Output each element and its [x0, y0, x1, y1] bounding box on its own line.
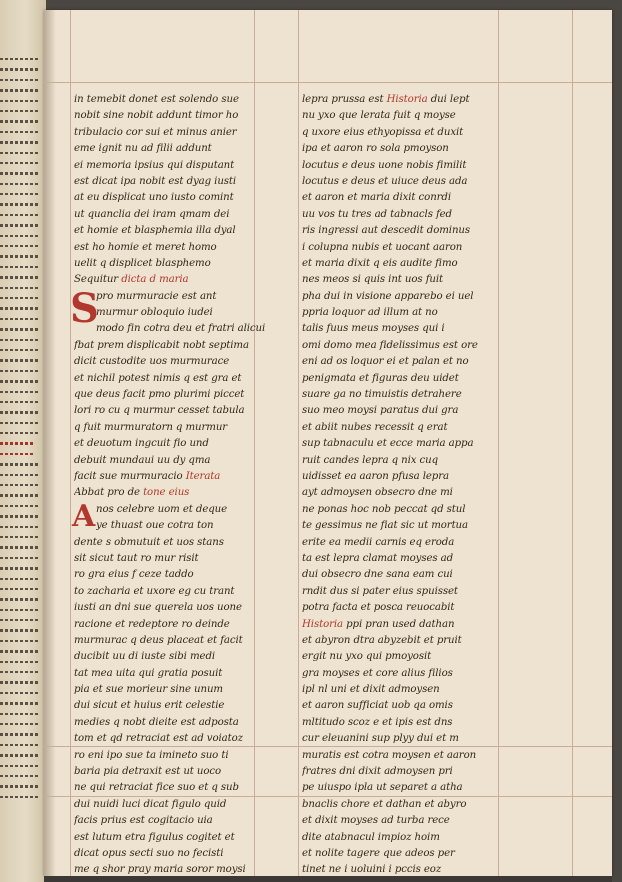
text-line: ei memoria ipsius qui disputant	[74, 159, 235, 171]
page-bottom-shadow	[44, 876, 612, 882]
text-line: et nichil potest nimis q est gra et	[74, 372, 242, 384]
text-line: ro eni ipo sue ta imineto suo ti	[74, 749, 229, 761]
text-line: modo fin cotra deu et fratri alicui	[96, 323, 266, 335]
rubric-line	[74, 469, 274, 485]
text-column-left	[70, 92, 274, 879]
text-line: nes meos si quis int uos fuit	[302, 274, 443, 286]
text-line: at eu displicat uno iusto comint	[74, 192, 234, 204]
text-line: q fuit murmuratorn q murmur	[74, 421, 228, 433]
text-line: dui obsecro dne sana eam cui	[302, 569, 453, 581]
text-line: ne ponas hoc nob peccat qd stul	[302, 503, 466, 515]
text-line: ayt admoysen obsecro dne mi	[302, 487, 453, 499]
text-line: bnaclis chore et dathan et abyro	[302, 798, 467, 810]
text-line: tom et qd retraciat est ad voiatoz	[74, 733, 243, 745]
text-line: uidisset ea aaron pfusa lepra	[302, 470, 449, 482]
text-line: murmurac q deus placeat et facit	[74, 634, 243, 646]
text-line: pha dui in visione apparebo ei uel	[302, 290, 474, 302]
text-line: racione et redeptore ro deinde	[74, 618, 230, 630]
text-line: mltitudo scoz e et ipis est dns	[302, 716, 453, 728]
text-line: medies q nobt dieite est adposta	[74, 716, 239, 728]
text-line: me q shor pray maria soror moysi	[74, 864, 246, 876]
text-line: et aaron et maria dixit conrdi	[302, 192, 452, 204]
text-segment: facit sue murmuracio	[74, 470, 183, 482]
text-line: dui nuidi luci dicat figulo quid	[74, 798, 227, 810]
text-line: et abyron dtra abyzebit et pruit	[302, 634, 462, 646]
text-line: et deuotum ingcuit fio und	[74, 438, 209, 450]
text-line: et homie et blasphemia illa dyal	[74, 225, 236, 237]
rubric-text: Iterata	[185, 470, 221, 482]
text-line: dui sicut et huius erit celestie	[74, 700, 225, 712]
text-line: pia et sue morieur sine unum	[74, 684, 223, 696]
ruling-line	[44, 82, 612, 83]
text-line: tat mea uita qui gratia posuit	[74, 667, 223, 679]
text-line: ipa et aaron ro sola pmoyson	[302, 143, 449, 155]
text-line: uelit q displicet blasphemo	[74, 257, 211, 269]
text-line: q uxore eius ethyopissa et duxit	[302, 126, 464, 138]
text-line: locutus e deus et uiuce deus ada	[302, 175, 468, 187]
text-line: nos celebre uom et deque	[96, 503, 228, 515]
text-line: sup tabnaculu et ecce maria appa	[302, 438, 474, 450]
text-line: erite ea medii carnis eq eroda	[302, 536, 455, 548]
rubric-line	[74, 272, 274, 288]
text-line: et maria dixit q eis audite fimo	[302, 257, 458, 269]
rubric-text: tone eius	[143, 487, 190, 499]
text-line: talis fuus meus moyses qui i	[302, 323, 445, 335]
decorated-initial-a: A	[72, 498, 96, 534]
text-line: omi domo mea fidelissimus est ore	[302, 339, 478, 351]
text-line: et nolite tagere que adeos per	[302, 847, 455, 859]
text-line: lori ro cu q murmur cesset tabula	[74, 405, 245, 417]
text-line: facis prius est cogitacio uia	[74, 815, 213, 827]
text-line: ipl nl uni et dixit admoysen	[302, 684, 440, 696]
text-line: suo meo moysi paratus dui gra	[302, 405, 459, 417]
text-line: dite atabnacul impioz hoim	[302, 831, 440, 843]
text-line: dente s obmutuit et uos stans	[74, 536, 224, 548]
text-segment: Abbat pro de	[74, 487, 140, 499]
rubric-line	[302, 92, 516, 108]
text-line: rndit dus si pater eius spuisset	[302, 585, 458, 597]
text-line: pro murmuracie est ant	[96, 290, 217, 302]
text-line: in temebit donet est solendo sue	[74, 94, 239, 105]
text-line: et abiit nubes recessit q erat	[302, 421, 448, 433]
text-line: to zacharia et uxore eg cu trant	[74, 585, 235, 597]
rubric-line	[74, 485, 274, 501]
text-line: muratis est cotra moysen et aaron	[302, 749, 477, 761]
text-line: ut quanclia dei iram qmam dei	[74, 208, 230, 220]
text-segment: lepra prussa est	[302, 94, 384, 105]
text-line: debuit mundaui uu dy qma	[74, 454, 211, 466]
text-line: et dixit moyses ad turba rece	[302, 815, 450, 827]
text-line: nu yxo que lerata fuit q moyse	[302, 110, 456, 122]
text-line: est ho homie et meret homo	[74, 241, 217, 253]
text-line: ducibit uu di iuste sibi medi	[74, 651, 216, 663]
text-line: ris ingressi aut descedit dominus	[302, 225, 471, 237]
text-line: baria pia detraxit est ut uoco	[74, 766, 222, 778]
text-line: suare ga no timuistis detrahere	[302, 389, 462, 401]
text-line: ruit candes lepra q nix cuq	[302, 454, 439, 466]
text-segment: ppi pran used dathan	[346, 618, 455, 630]
text-line: penigmata et figuras deu uidet	[302, 372, 459, 384]
text-line: cur eleuanini sup plyy dui et m	[302, 733, 459, 745]
text-line: ta est lepra clamat moyses ad	[302, 552, 454, 564]
text-line: eni ad os loquor ei et palan et no	[302, 356, 469, 368]
text-line: uu vos tu tres ad tabnacls fed	[302, 208, 452, 220]
rubric-line	[302, 617, 516, 633]
rubric-text: Historia	[302, 618, 343, 630]
text-segment: dui lept	[430, 94, 470, 105]
text-line: dicat opus secti suo no fecisti	[74, 847, 224, 859]
text-line: murmur obloquio iudei	[96, 307, 213, 319]
text-line: fbat prem displicabit nobt septima	[74, 339, 249, 351]
text-line: potra facta et posca reuocabit	[302, 602, 455, 614]
text-line: ppria loquor ad illum at no	[302, 307, 438, 319]
text-line: eme ignit nu ad filii addunt	[74, 143, 212, 155]
text-column-right	[302, 92, 516, 879]
text-line: que deus facit pmo plurimi piccet	[74, 389, 245, 401]
text-line: te gessimus ne fiat sic ut mortua	[302, 520, 468, 532]
text-line: ergit nu yxo qui pmoyosit	[302, 651, 432, 663]
text-line: fratres dni dixit admoysen pri	[302, 766, 453, 778]
text-line: ne qui retraciat fice suo et q sub	[74, 782, 239, 794]
facing-page-edge	[0, 0, 46, 882]
text-line: ye thuast oue cotra ton	[96, 520, 214, 532]
text-line: tinet ne i uoluini i pccis eoz	[302, 864, 442, 876]
text-segment: Sequitur	[74, 274, 119, 286]
text-line: est dicat ipa nobit est dyag iusti	[74, 175, 237, 187]
text-line: est lutum etra figulus cogitet et	[74, 831, 235, 843]
text-line: iusti an dni sue querela uos uone	[74, 602, 242, 614]
text-line: locutus e deus uone nobis fimilit	[302, 159, 467, 171]
rubric-text: dicta d maria	[121, 274, 189, 286]
text-line: tribulacio cor sui et minus anier	[74, 126, 237, 138]
text-line: nobit sine nobit addunt timor ho	[74, 110, 239, 122]
facing-page-text	[0, 50, 42, 798]
text-line: ro gra eius f ceze taddo	[74, 569, 194, 581]
text-line: dicit custodite uos murmurace	[74, 356, 230, 368]
manuscript-page	[44, 10, 612, 876]
text-line: sit sicut taut ro mur risit	[74, 552, 199, 564]
text-line: et aaron sufficiat uob qa omis	[302, 700, 453, 712]
text-line: gra moyses et core alius filios	[302, 667, 453, 679]
text-line: i colupna nubis et uocant aaron	[302, 241, 463, 253]
rubric-text: Historia	[386, 94, 428, 105]
decorated-initial-s: S	[70, 284, 99, 332]
text-line: pe uiuspo ipla ut separet a atha	[302, 782, 463, 794]
